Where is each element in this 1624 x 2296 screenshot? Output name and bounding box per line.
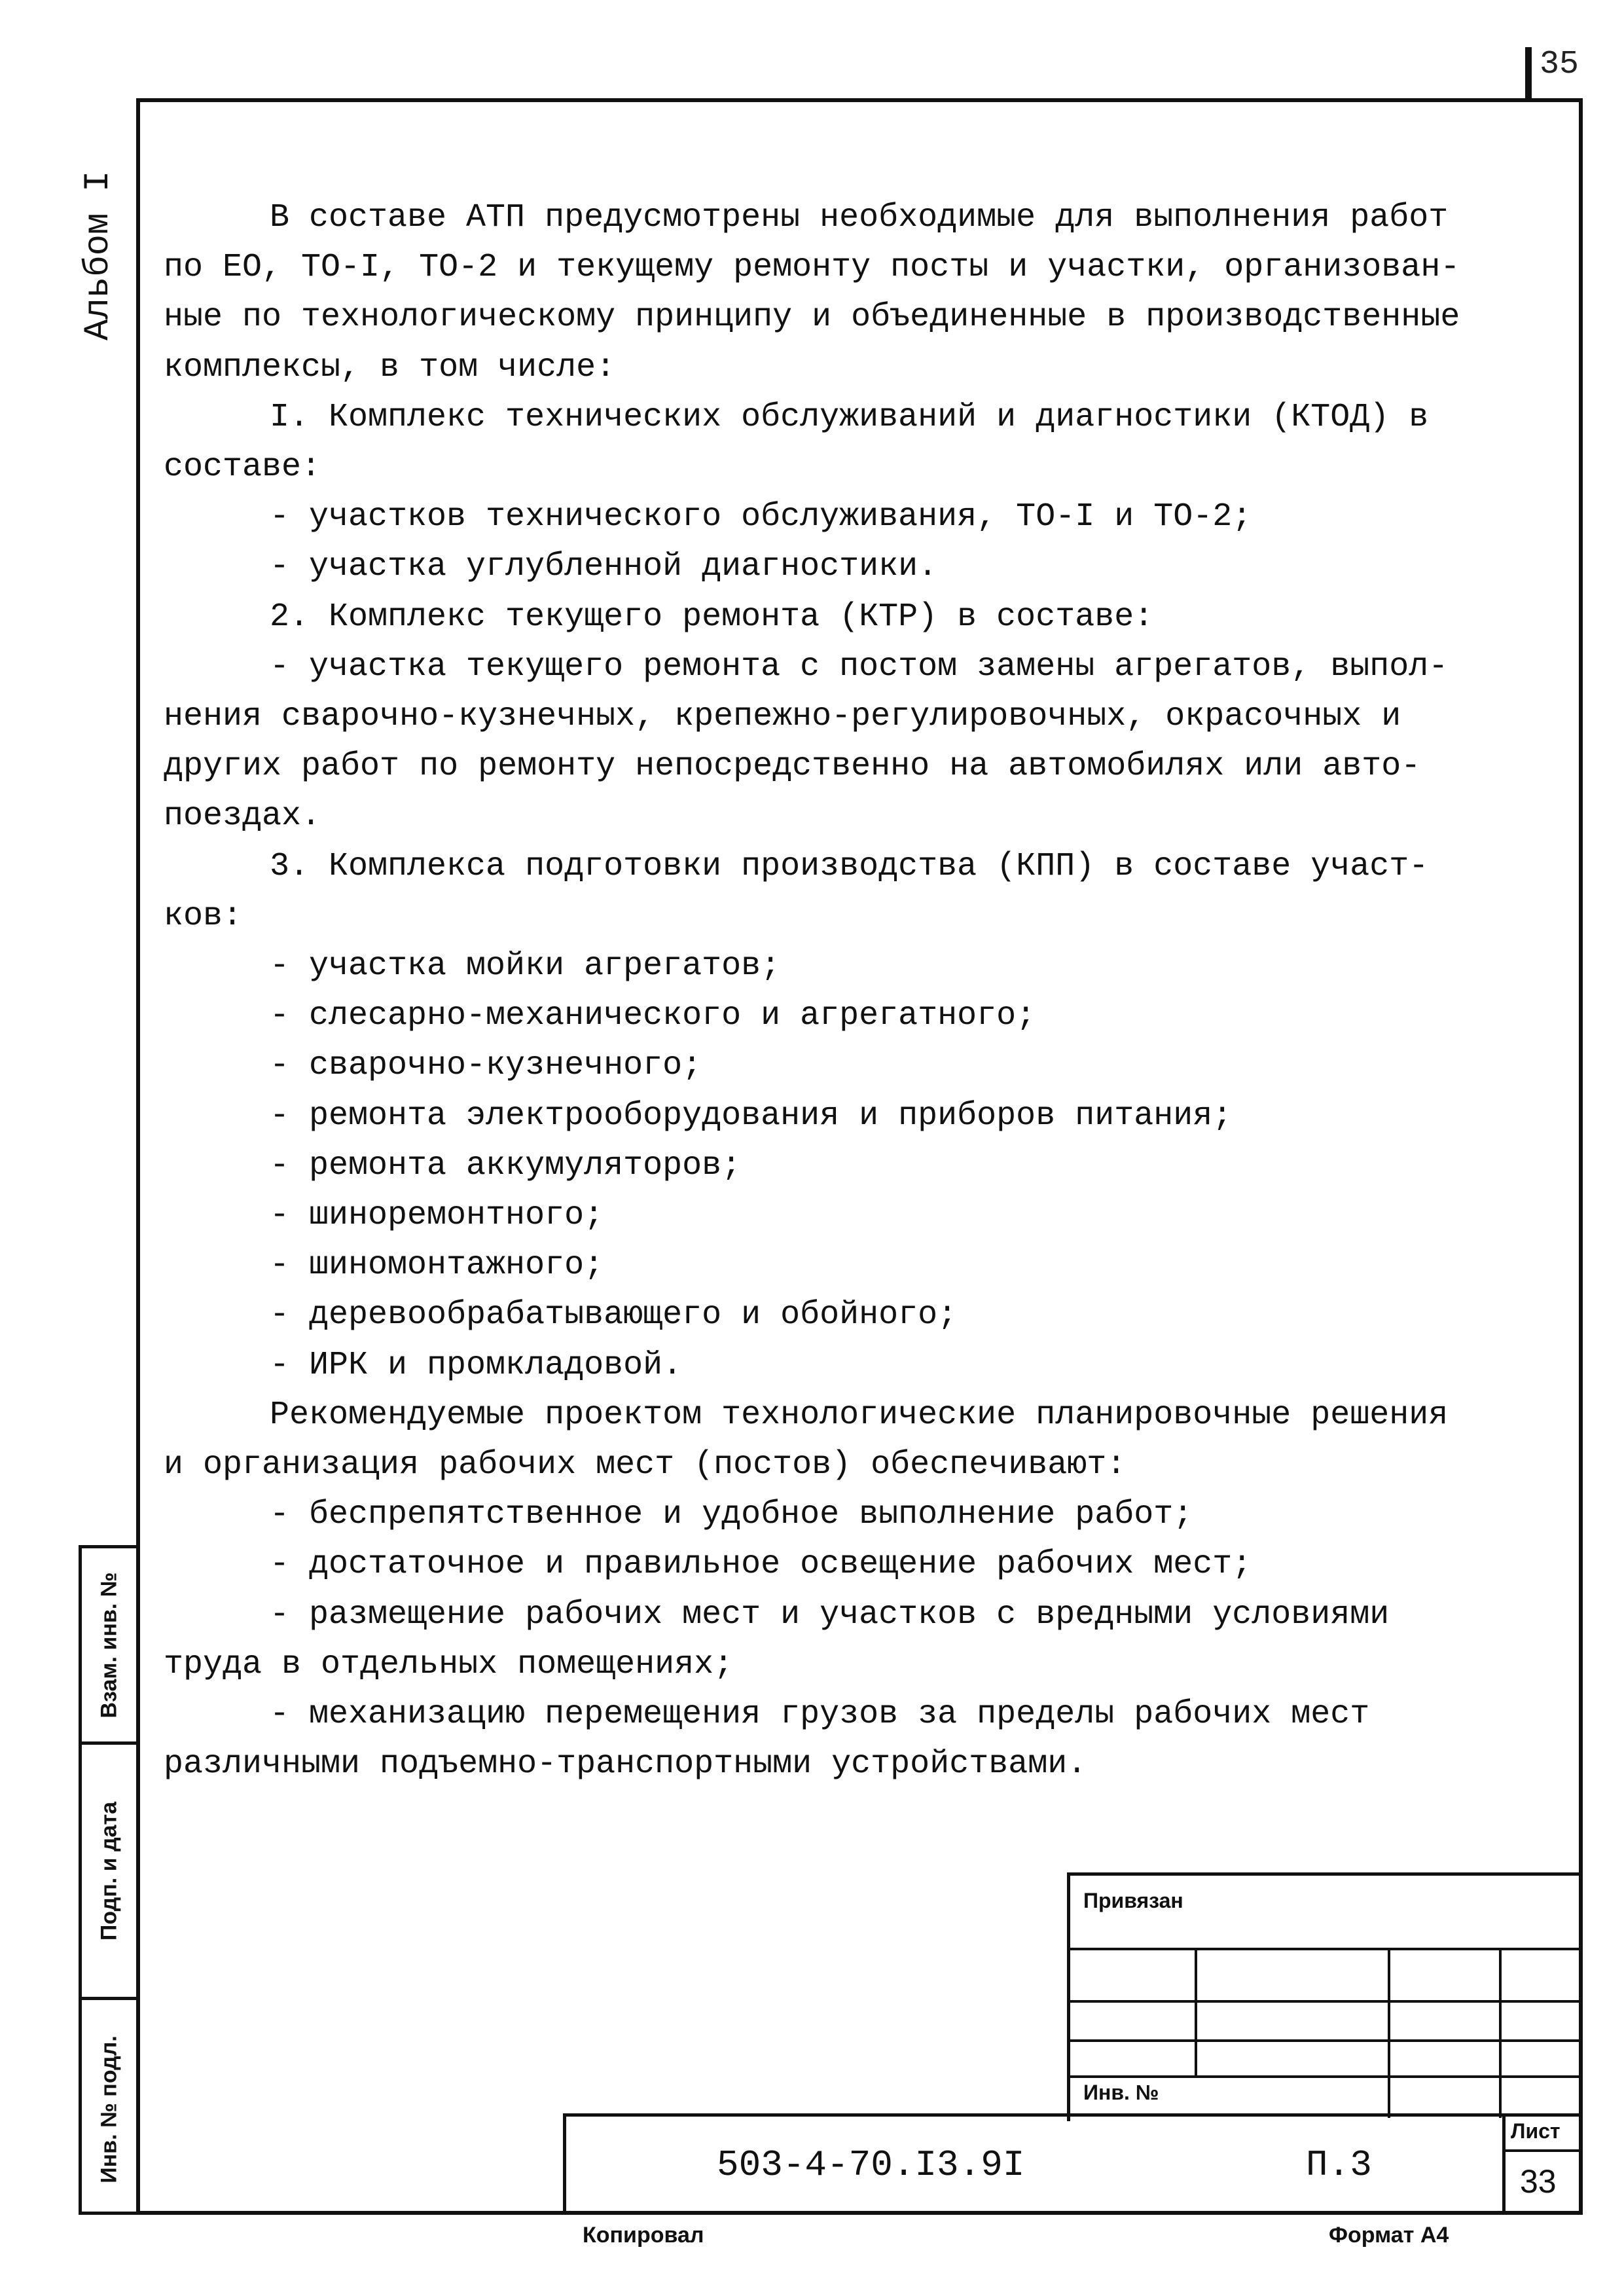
body-line: - деревообрабатывающего и обойного;: [270, 1296, 958, 1334]
album-label: Альбом I: [79, 170, 118, 340]
body-line: - ИРК и промкладовой.: [270, 1346, 683, 1384]
body-line: ные по технологическому принципу и объединенные в производственные: [164, 299, 1460, 337]
body-line: - шиноремонтного;: [270, 1197, 604, 1235]
sheet-number: 33: [1520, 2163, 1557, 2200]
title-block: [563, 2113, 1583, 2215]
document-body: [164, 193, 1525, 1790]
privyazan-label: Привязан: [1083, 1889, 1183, 1912]
body-line: ков:: [164, 897, 243, 935]
body-line: различными подъемно-транспортными устройствами.: [164, 1745, 1087, 1783]
body-line: - участка углубленной диагностики.: [270, 548, 938, 586]
body-line: - шиномонтажного;: [270, 1247, 604, 1285]
stamp-line: [1070, 2039, 1583, 2042]
stamp-line: [1070, 1948, 1583, 1950]
body-line: - участков технического обслуживания, ТО-I и ТО-2;: [270, 498, 1252, 536]
body-line: - беспрепятственное и удобное выполнение работ;: [270, 1496, 1193, 1534]
stamp-line: [1499, 1948, 1502, 2118]
section-code: П.3: [1306, 2144, 1372, 2186]
body-line: по ЕО, ТО-I, ТО-2 и текущему ремонту посты и участки, организован-: [164, 249, 1460, 287]
inv-number-label: Инв. №: [1083, 2081, 1159, 2104]
page-number-bar: [1525, 47, 1532, 100]
body-line: и организация рабочих мест (постов) обеспечивают:: [164, 1446, 1127, 1484]
body-line: - размещение рабочих мест и участков с вредными условиями: [270, 1595, 1390, 1633]
body-line: составе:: [164, 448, 321, 486]
body-line: - участка текущего ремонта с постом замены агрегатов, выпол-: [270, 647, 1449, 685]
body-line: - участка мойки агрегатов;: [270, 947, 781, 985]
left-margin-strip: [79, 1545, 136, 2215]
inv-podl-cell: [82, 2000, 136, 2218]
body-line: 2. Комплекс текущего ремонта (КТР) в составе:: [270, 598, 1154, 636]
page-number: 35: [1540, 46, 1579, 83]
document-code: 503-4-70.I3.9I: [717, 2144, 1025, 2186]
stamp-line: [1195, 1948, 1197, 2075]
body-line: - механизацию перемещения грузов за пределы рабочих мест: [270, 1696, 1370, 1734]
body-line: других работ по ремонту непосредственно на автомобилях или авто-: [164, 748, 1421, 786]
sheet-box: [1502, 2117, 1583, 2215]
vzam-inv-label: Взам. инв. №: [96, 1571, 121, 1719]
body-line: Рекомендуемые проектом технологические планировочные решения: [270, 1396, 1449, 1434]
body-line: - достаточное и правильное освещение рабочих мест;: [270, 1546, 1252, 1584]
podp-data-label: Подп. и дата: [96, 1801, 121, 1941]
body-line: поездах.: [164, 797, 321, 835]
stamp-line: [1388, 1948, 1390, 2118]
body-line: - слесарно-механического и агрегатного;: [270, 997, 1036, 1035]
format-label: Формат А4: [1329, 2223, 1449, 2248]
sheet-label: Лист: [1511, 2119, 1561, 2143]
body-line: 3. Комплекса подготовки производства (КПП) в составе участ-: [270, 847, 1429, 885]
podp-data-cell: [82, 1745, 136, 2000]
body-line: - ремонта аккумуляторов;: [270, 1146, 742, 1184]
copied-by-label: Копировал: [583, 2223, 704, 2248]
body-line: В составе АТП предусмотрены необходимые для выполнения работ: [270, 199, 1449, 236]
body-line: - сварочно-кузнечного;: [270, 1047, 702, 1085]
stamp-line: [1070, 2075, 1583, 2078]
body-line: нения сварочно-кузнечных, крепежно-регулировочных, окрасочных и: [164, 698, 1401, 736]
body-line: труда в отдельных помещениях;: [164, 1645, 734, 1683]
body-line: - ремонта электрооборудования и приборов питания;: [270, 1097, 1233, 1135]
body-line: I. Комплекс технических обслуживаний и диагностики (КТОД) в: [270, 398, 1429, 436]
approval-stamp: [1067, 1872, 1583, 2121]
stamp-line: [1070, 2000, 1583, 2003]
inv-podl-label: Инв. № подл.: [96, 2035, 121, 2183]
sheet-divider: [1506, 2149, 1583, 2152]
body-line: комплексы, в том числе:: [164, 348, 616, 386]
vzam-inv-cell: [82, 1548, 136, 1745]
